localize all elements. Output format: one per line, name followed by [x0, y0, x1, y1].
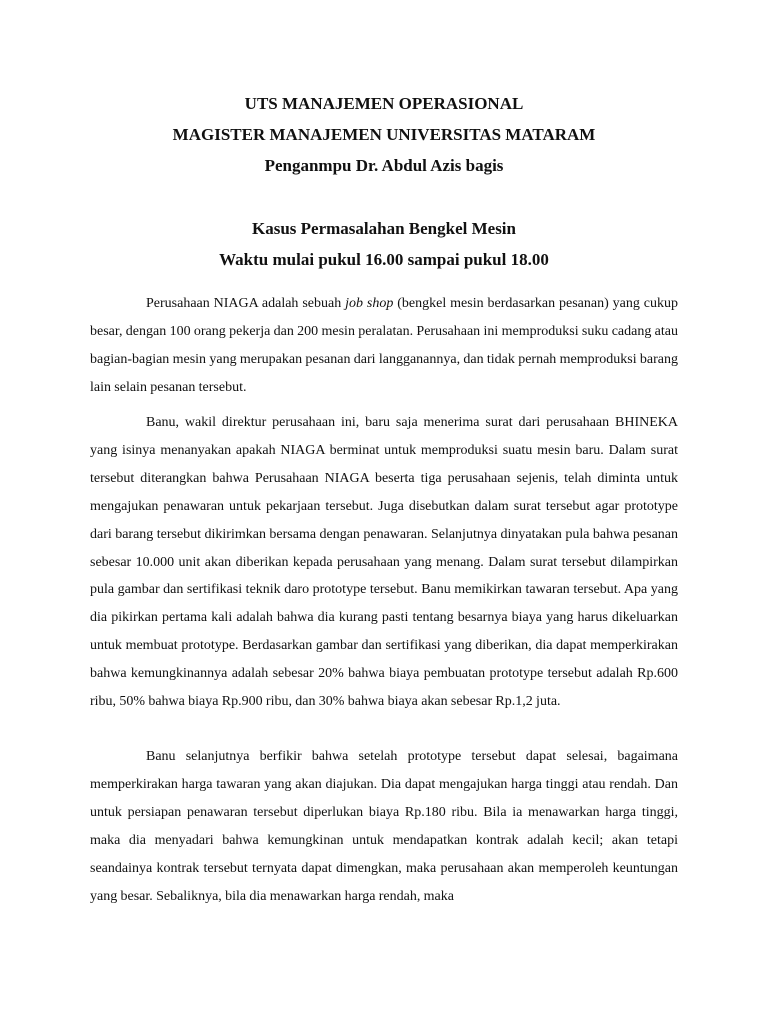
case-title: Kasus Permasalahan Bengkel Mesin — [252, 219, 516, 238]
paragraph-1 — [90, 290, 678, 402]
paragraph-1-start: Perusahaan NIAGA adalah sebuah — [146, 296, 346, 311]
paragraph-1-rest: (bengkel mesin berdasarkan pesanan) yang cukup besar, dengan 100 orang pekerja dan 200 mesin peralatan. Perusahaan ini memproduksi suku cadang atau bagian-bagian mesin yang merupakan pesanan dari langganannya, dan tidak pernah memproduksi barang lain selain pesanan tersebut. — [90, 296, 679, 395]
program-title: MAGISTER MANAJEMEN UNIVERSITAS MATARAM — [172, 125, 596, 144]
job-shop-term: job shop — [345, 296, 394, 311]
exam-title: UTS MANAJEMEN OPERASIONAL — [244, 94, 524, 113]
time-line: Waktu mulai pukul 16.00 sampai pukul 18.00 — [219, 250, 549, 269]
paragraph-2: Banu, wakil direktur perusahaan ini, baru saja menerima surat dari perusahaan BHINEKA yang isinya menanyakan apakah NIAGA berminat untuk memproduksi suatu mesin baru. Dalam surat tersebut diterangkan bahwa Perusahaan NIAGA beserta tiga perusahaan sejenis, telah diminta untuk mengajukan penawaran untuk pekarjaan tersebut. Juga disebutkan dalam surat tersebut agar prototype dari barang tersebut dikirimkan bersama dengan penawaran. Selanjutnya dinyatakan pula bahwa pesanan sebesar 10.000 unit akan diberikan kepada perusahaan yang menang. Dalam surat tersebut dilampirkan pula gambar dan sertifikasi teknik daro prototype tersebut. Banu memikirkan tawaran tersebut. Apa yang dia pikirkan pertama kali adalah bahwa dia kurang pasti tentang besarnya biaya yang harus dikeluarkan untuk membuat prototype. Berdasarkan gambar dan sertifikasi yang diberikan, dia dapat memperkirakan bahwa kemungkinannya adalah sebesar 20% bahwa biaya pembuatan prototype tersebut adalah Rp.600 ribu, 50% bahwa biaya Rp.900 ribu, dan 30% bahwa biaya akan sebesar Rp.1,2 juta. — [90, 415, 678, 710]
lecturer-line: Penganmpu Dr. Abdul Azis bagis — [264, 156, 504, 175]
paragraph-3: Banu selanjutnya berfikir bahwa setelah prototype tersebut dapat selesai, bagaimana memperkirakan harga tawaran yang akan diajukan. Dia dapat mengajukan harga tinggi atau rendah. Dan untuk persiapan penawaran tersebut diperlukan biaya Rp.180 ribu. Bila ia menawarkan harga tinggi, maka dia menyadari bahwa kemungkinan untuk mendapatkan kontrak adalah kecil; akan tetapi seandainya kontrak tersebut ternyata dapat dimengkan, maka perusahaan akan memperoleh keuntungan yang besar. Sebaliknya, bila dia menawarkan harga rendah, maka — [90, 749, 678, 904]
